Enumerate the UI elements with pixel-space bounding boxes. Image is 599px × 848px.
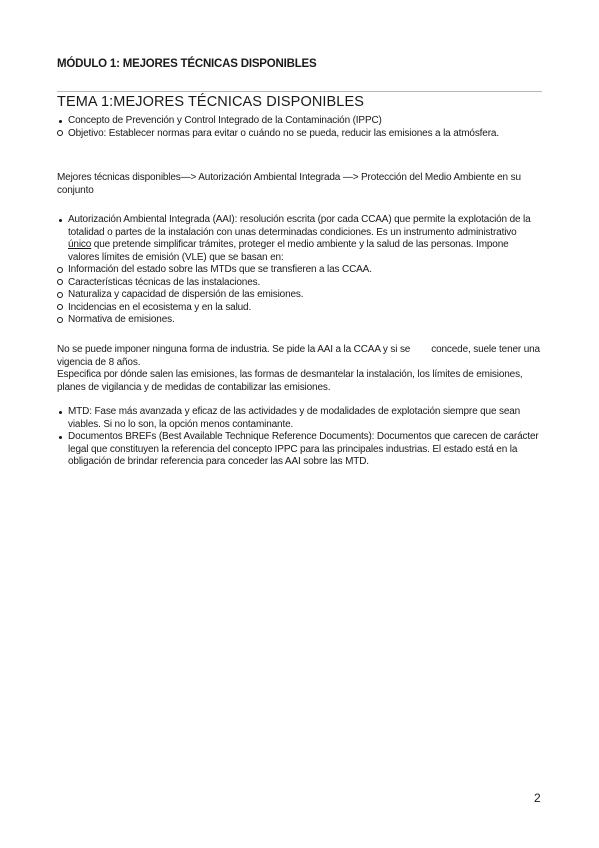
aai-definition bbox=[57, 214, 542, 264]
list-item: Información del estado sobre las MTDs que se transfieren a las CCAA. bbox=[57, 264, 542, 277]
module-title: MÓDULO 1: MEJORES TÉCNICAS DISPONIBLES bbox=[57, 58, 317, 70]
intro-section bbox=[57, 115, 542, 140]
list-item: MTD: Fase más avanzada y eficaz de las actividades y de modalidades de explotación siempre que sean viables. Si no lo son, la opción menos contaminante. bbox=[57, 406, 542, 431]
list-item: Normativa de emisiones. bbox=[57, 314, 542, 327]
aai-section bbox=[57, 214, 542, 327]
intro-list bbox=[57, 115, 542, 140]
definitions-section bbox=[57, 406, 542, 469]
list-item: Naturaliza y capacidad de dispersión de las emisiones. bbox=[57, 289, 542, 302]
page-number: 2 bbox=[534, 791, 541, 805]
tema-title: TEMA 1:MEJORES TÉCNICAS DISPONIBLES bbox=[57, 94, 365, 110]
list-item: Características técnicas de las instalaciones. bbox=[57, 277, 542, 290]
paragraph: Especifica por dónde salen las emisiones, las formas de desmantelar la instalación, los límites de emisiones, planes de vigilancia y de medidas de contabilizar las emisiones. bbox=[57, 369, 523, 393]
list-item: Incidencias en el ecosistema y en la salud. bbox=[57, 302, 542, 315]
body-section bbox=[57, 344, 542, 394]
title-divider bbox=[57, 91, 542, 92]
definitions-list bbox=[57, 406, 542, 469]
aai-text-start: Autorización Ambiental Integrada (AAI): resolución escrita (por cada CCAA) que permite la explotación de la totalidad o partes de la instalación con unas determinadas condiciones. Es un instrumento administrativo bbox=[68, 214, 531, 238]
underlined-word: único bbox=[68, 239, 92, 250]
vle-bases-list bbox=[57, 264, 542, 327]
flow-text: Mejores técnicas disponibles—> Autorización Ambiental Integrada —> Protección del Medio Ambiente en su conjunto bbox=[57, 172, 521, 196]
list-item: Documentos BREFs (Best Available Technique Reference Documents): Documentos que carecen de carácter legal que constituyen la referencia del concepto IPPC para las principales industrias. El estado está en la obligación de brindar referencia para conceder las AAI sobre las MTD. bbox=[57, 431, 542, 469]
aai-text-end: que pretende simplificar trámites, proteger el medio ambiente y la salud de las personas. Impone valores límites de emisión (VLE) que se basan en: bbox=[68, 239, 509, 263]
list-item: Concepto de Prevención y Control Integrado de la Contaminación (IPPC) bbox=[57, 115, 542, 128]
list-item: Objetivo: Establecer normas para evitar o cuándo no se pueda, reducir las emisiones a la atmósfera. bbox=[57, 128, 542, 141]
flow-section bbox=[57, 172, 542, 197]
aai-list bbox=[57, 214, 542, 264]
paragraph: No se puede imponer ninguna forma de industria. Se pide la AAI a la CCAA y si se concede, suele tener una vigencia de 8 años. bbox=[57, 344, 543, 368]
